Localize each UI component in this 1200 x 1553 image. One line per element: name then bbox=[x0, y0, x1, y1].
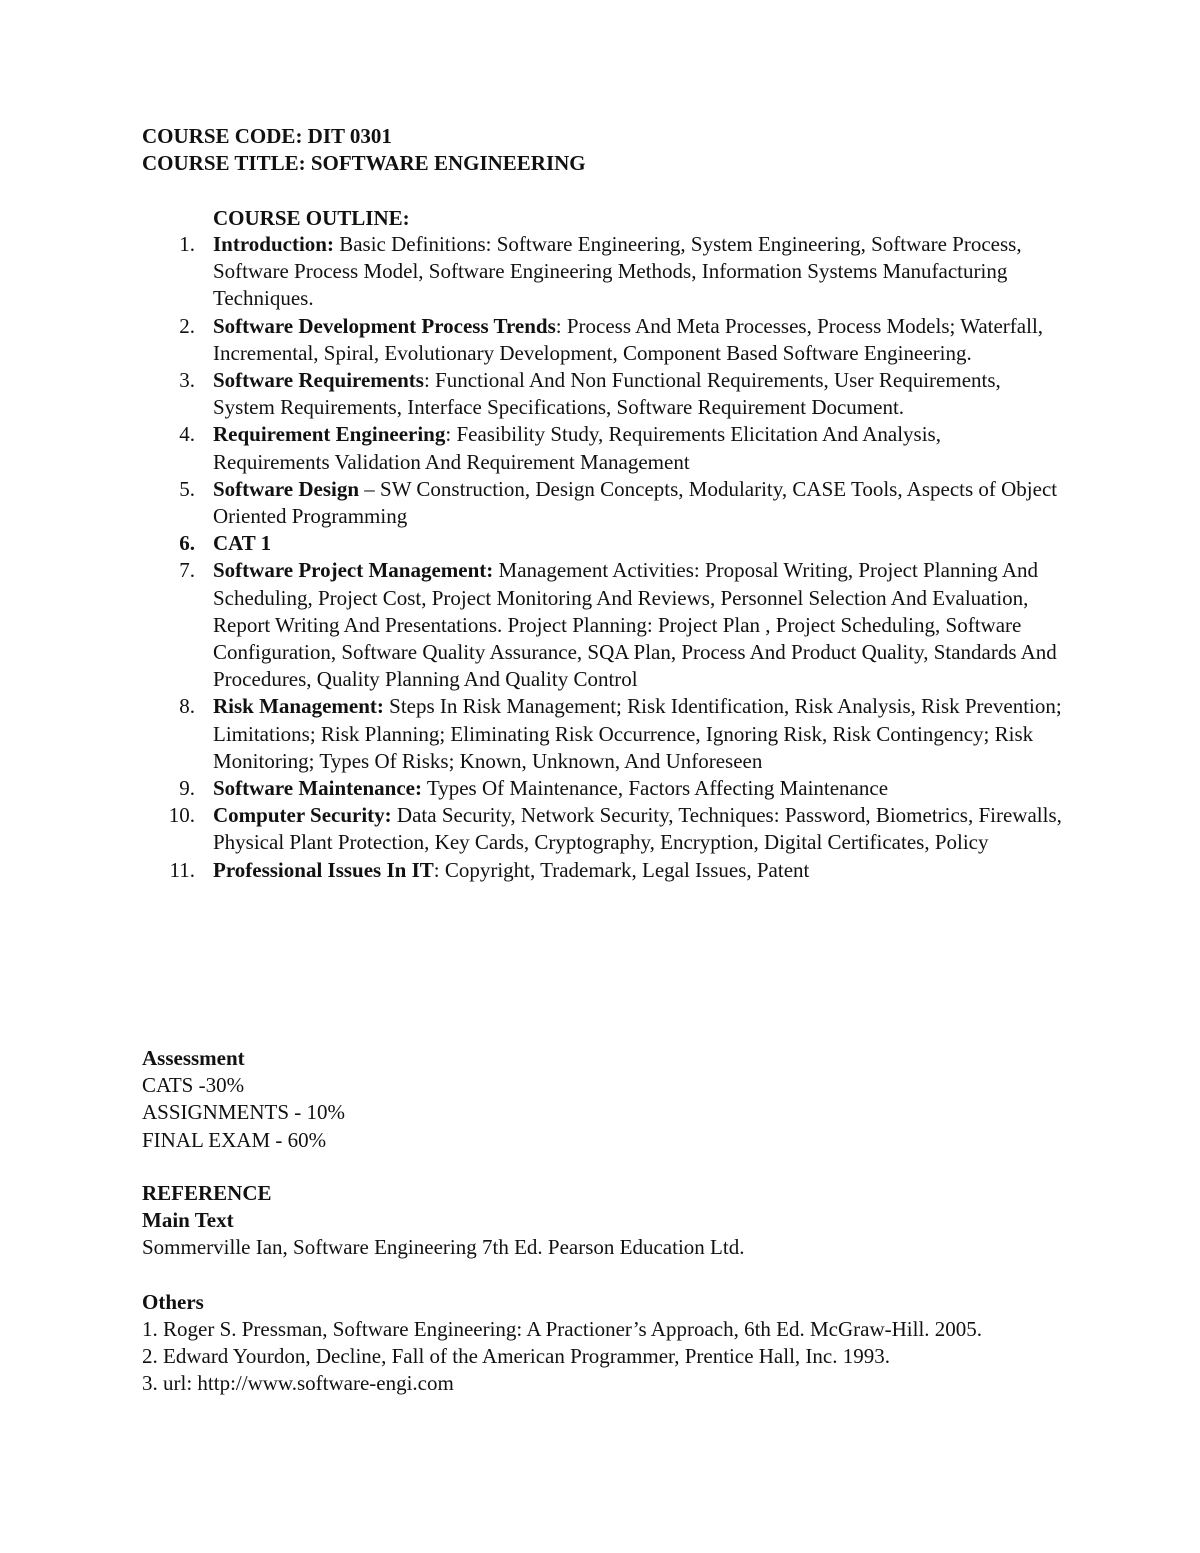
item-text: : Process And Meta Processes, Process Models; Waterfall, Incremental, Spiral, Evolutionary Development, Component Based Software Engineering. bbox=[213, 313, 1044, 365]
item-number: 7. bbox=[179, 558, 195, 583]
item-text: Steps In Risk Management; Risk Identification, Risk Analysis, Risk Prevention; Limitations; Risk Planning; Eliminating Risk Occurrence, Ignoring Risk, Risk Contingency; Risk Monitoring; Types Of Risks; Known, Unknown, And Unforeseen bbox=[213, 694, 1062, 773]
item-title: CAT 1 bbox=[213, 531, 272, 556]
item-text: Data Security, Network Security, Techniques: Password, Biometrics, Firewalls, Physical Plant Protection, Key Cards, Cryptography, Encryption, Digital Certificates, Policy bbox=[213, 803, 1062, 855]
item-number: 10. bbox=[168, 803, 195, 828]
item-number: 6. bbox=[179, 531, 195, 556]
assessment-heading: Assessment bbox=[142, 1046, 245, 1070]
item-number: 1. bbox=[179, 232, 195, 256]
item-title: Computer Security: bbox=[213, 803, 392, 828]
item-number: 2. bbox=[179, 313, 195, 338]
assessment-line: FINAL EXAM - 60% bbox=[142, 1127, 327, 1152]
others-heading: Others bbox=[142, 1289, 204, 1314]
assessment-line: ASSIGNMENTS - 10% bbox=[142, 1100, 346, 1125]
main-text-entry: Sommerville Ian, Software Engineering 7th Ed. Pearson Education Ltd. bbox=[142, 1235, 745, 1260]
course-code: COURSE CODE: DIT 0301 bbox=[142, 124, 392, 148]
item-text: Basic Definitions: Software Engineering, System Engineering, Software Process, Software Process Model, Software Engineering Methods, Information Systems Manufacturing Techniques. bbox=[213, 232, 1022, 311]
other-reference: 2. Edward Yourdon, Decline, Fall of the American Programmer, Prentice Hall, Inc. 1993. bbox=[142, 1344, 890, 1369]
item-text: : Functional And Non Functional Requirements, User Requirements, System Requirements, Interface Specifications, Software Requirement Document. bbox=[213, 368, 1001, 420]
outline-item bbox=[142, 231, 1062, 313]
outline-item bbox=[142, 802, 1062, 856]
assessment-section bbox=[142, 1045, 345, 1154]
item-title: Software Design bbox=[213, 476, 360, 501]
item-text: – SW Construction, Design Concepts, Modularity, CASE Tools, Aspects of Object Oriented Programming bbox=[213, 476, 1058, 529]
item-title: Software Requirements bbox=[213, 368, 424, 393]
item-title: Software Project Management: bbox=[213, 558, 494, 583]
item-number: 4. bbox=[179, 422, 195, 447]
other-reference: 1. Roger S. Pressman, Software Engineering: A Practioner’s Approach, 6th Ed. McGraw-Hill. 2005. bbox=[142, 1316, 983, 1341]
reference-section bbox=[142, 1180, 1142, 1397]
item-title: Software Maintenance: bbox=[213, 776, 422, 801]
item-text: : Feasibility Study, Requirements Elicitation And Analysis, Requirements Validation And Requirement Management bbox=[213, 422, 941, 474]
item-text: : Copyright, Trademark, Legal Issues, Patent bbox=[433, 857, 810, 882]
main-text-heading: Main Text bbox=[142, 1208, 234, 1233]
outline-item bbox=[142, 557, 1062, 693]
item-text: Types Of Maintenance, Factors Affecting Maintenance bbox=[422, 776, 889, 801]
item-title: Introduction: bbox=[213, 232, 334, 256]
course-title: COURSE TITLE: SOFTWARE ENGINEERING bbox=[142, 151, 586, 176]
outline-item bbox=[142, 857, 1062, 884]
outline-heading: COURSE OUTLINE: bbox=[213, 206, 410, 230]
course-outline-list bbox=[142, 231, 1062, 884]
item-number: 11. bbox=[169, 857, 195, 882]
reference-heading: REFERENCE bbox=[142, 1181, 272, 1205]
assessment-line: CATS -30% bbox=[142, 1073, 245, 1098]
item-number: 3. bbox=[179, 368, 195, 393]
other-reference: 3. url: http://www.software-engi.com bbox=[142, 1371, 454, 1396]
item-title: Risk Management: bbox=[213, 694, 384, 719]
outline-item bbox=[142, 367, 1062, 421]
spacer bbox=[142, 1262, 1142, 1289]
course-header bbox=[142, 123, 586, 177]
outline-item bbox=[142, 530, 1062, 557]
item-number: 9. bbox=[179, 776, 195, 801]
outline-item bbox=[142, 693, 1062, 775]
outline-item bbox=[142, 421, 1062, 475]
outline-item bbox=[142, 476, 1062, 530]
item-title: Software Development Process Trends bbox=[213, 313, 556, 338]
item-text: Management Activities: Proposal Writing, Project Planning And Scheduling, Project Cost, Project Monitoring And Reviews, Personnel Selection And Evaluation, Report Writing And Presentations. Project Planning: Project Plan , Project Scheduling, Software Configuration, Software Quality Assurance, SQA Plan, Process And Product Quality, Standards And Procedures, Quality Planning And Quality Control bbox=[213, 558, 1057, 692]
item-number: 5. bbox=[179, 476, 195, 501]
item-title: Professional Issues In IT bbox=[213, 857, 434, 882]
item-title: Requirement Engineering bbox=[213, 422, 446, 447]
outline-item bbox=[142, 313, 1062, 367]
item-number: 8. bbox=[179, 694, 195, 719]
outline-item bbox=[142, 775, 1062, 802]
